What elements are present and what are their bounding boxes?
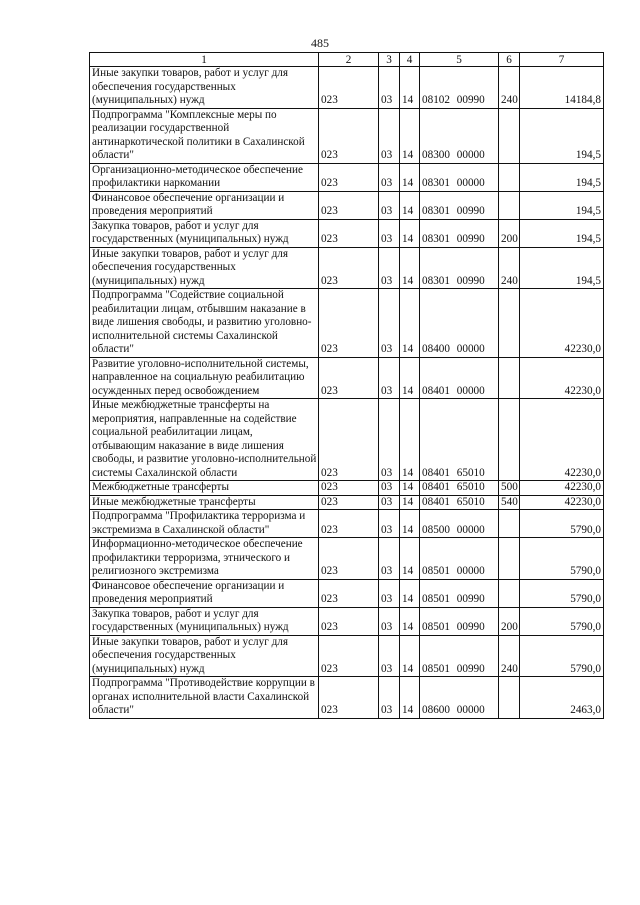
table-row bbox=[90, 579, 604, 607]
row-subsection-code: 14 bbox=[400, 247, 420, 289]
row-expense-type-code: 240 bbox=[499, 247, 520, 289]
row-target-code: 08501 00000 bbox=[420, 538, 499, 580]
row-amount: 194,5 bbox=[520, 247, 604, 289]
row-subsection-code: 14 bbox=[400, 579, 420, 607]
row-ministry-code: 023 bbox=[319, 247, 379, 289]
table-row bbox=[90, 247, 604, 289]
row-name: Межбюджетные трансферты bbox=[90, 481, 319, 496]
row-amount: 194,5 bbox=[520, 163, 604, 191]
row-target-code: 08501 00990 bbox=[420, 635, 499, 677]
row-expense-type-code bbox=[499, 677, 520, 719]
column-header-expense-type: 6 bbox=[499, 53, 520, 67]
row-name: Организационно-методическое обеспечение профилактики наркомании bbox=[90, 163, 319, 191]
row-amount: 42230,0 bbox=[520, 481, 604, 496]
table-row bbox=[90, 677, 604, 719]
row-target-code: 08600 00000 bbox=[420, 677, 499, 719]
row-subsection-code: 14 bbox=[400, 219, 420, 247]
table-row bbox=[90, 399, 604, 481]
row-subsection-code: 14 bbox=[400, 538, 420, 580]
row-section-code: 03 bbox=[379, 247, 400, 289]
row-name: Иные межбюджетные трансферты bbox=[90, 495, 319, 510]
row-name: Информационно-методическое обеспечение профилактики терроризма, этнического и религиозного экстремизма bbox=[90, 538, 319, 580]
column-header-section: 3 bbox=[379, 53, 400, 67]
row-target-code: 08301 00990 bbox=[420, 219, 499, 247]
row-amount: 194,5 bbox=[520, 108, 604, 163]
row-expense-type-code bbox=[499, 510, 520, 538]
row-name: Подпрограмма "Профилактика терроризма и экстремизма в Сахалинской области" bbox=[90, 510, 319, 538]
row-amount: 42230,0 bbox=[520, 289, 604, 358]
table-row bbox=[90, 495, 604, 510]
row-amount: 42230,0 bbox=[520, 357, 604, 399]
table-header-row bbox=[90, 53, 604, 67]
row-name: Иные закупки товаров, работ и услуг для обеспечения государственных (муниципальных) нужд bbox=[90, 67, 319, 109]
row-target-code: 08301 00000 bbox=[420, 163, 499, 191]
table-row bbox=[90, 191, 604, 219]
table-row bbox=[90, 163, 604, 191]
row-ministry-code: 023 bbox=[319, 635, 379, 677]
row-name: Закупка товаров, работ и услуг для государственных (муниципальных) нужд bbox=[90, 607, 319, 635]
row-subsection-code: 14 bbox=[400, 67, 420, 109]
row-ministry-code: 023 bbox=[319, 67, 379, 109]
row-section-code: 03 bbox=[379, 163, 400, 191]
row-section-code: 03 bbox=[379, 357, 400, 399]
row-subsection-code: 14 bbox=[400, 289, 420, 358]
row-ministry-code: 023 bbox=[319, 538, 379, 580]
row-name: Иные закупки товаров, работ и услуг для обеспечения государственных (муниципальных) нужд bbox=[90, 247, 319, 289]
row-name: Иные закупки товаров, работ и услуг для обеспечения государственных (муниципальных) нужд bbox=[90, 635, 319, 677]
row-section-code: 03 bbox=[379, 635, 400, 677]
row-subsection-code: 14 bbox=[400, 510, 420, 538]
row-expense-type-code: 240 bbox=[499, 635, 520, 677]
row-name: Развитие уголовно-исполнительной системы, направленное на социальную реабилитацию осужденных перед освобождением bbox=[90, 357, 319, 399]
row-expense-type-code bbox=[499, 357, 520, 399]
row-target-code: 08401 65010 bbox=[420, 495, 499, 510]
row-section-code: 03 bbox=[379, 510, 400, 538]
row-amount: 194,5 bbox=[520, 219, 604, 247]
row-target-code: 08400 00000 bbox=[420, 289, 499, 358]
row-amount: 14184,8 bbox=[520, 67, 604, 109]
row-name: Подпрограмма "Содействие социальной реабилитации лицам, отбывшим наказание в виде лишения свободы, и развитию уголовно-исполнительной системы Сахалинской области" bbox=[90, 289, 319, 358]
column-header-target: 5 bbox=[420, 53, 499, 67]
row-target-code: 08401 65010 bbox=[420, 481, 499, 496]
row-ministry-code: 023 bbox=[319, 219, 379, 247]
row-section-code: 03 bbox=[379, 67, 400, 109]
row-ministry-code: 023 bbox=[319, 191, 379, 219]
row-target-code: 08500 00000 bbox=[420, 510, 499, 538]
row-amount: 5790,0 bbox=[520, 579, 604, 607]
row-target-code: 08401 00000 bbox=[420, 357, 499, 399]
row-name: Иные межбюджетные трансферты на мероприятия, направленные на содействие социальной реабилитации лицам, отбывающим наказание в виде лишения свободы, и развитие уголовно-исполнительной системы Сахалинской области bbox=[90, 399, 319, 481]
row-ministry-code: 023 bbox=[319, 357, 379, 399]
row-target-code: 08401 65010 bbox=[420, 399, 499, 481]
row-expense-type-code bbox=[499, 163, 520, 191]
row-target-code: 08300 00000 bbox=[420, 108, 499, 163]
row-amount: 5790,0 bbox=[520, 635, 604, 677]
row-expense-type-code bbox=[499, 538, 520, 580]
row-target-code: 08301 00990 bbox=[420, 191, 499, 219]
row-amount: 5790,0 bbox=[520, 538, 604, 580]
row-target-code: 08102 00990 bbox=[420, 67, 499, 109]
row-section-code: 03 bbox=[379, 481, 400, 496]
row-expense-type-code: 500 bbox=[499, 481, 520, 496]
row-ministry-code: 023 bbox=[319, 108, 379, 163]
column-header-amount: 7 bbox=[520, 53, 604, 67]
row-name: Подпрограмма "Комплексные меры по реализации государственной антинаркотической политики в Сахалинской области" bbox=[90, 108, 319, 163]
row-target-code: 08501 00990 bbox=[420, 607, 499, 635]
row-section-code: 03 bbox=[379, 219, 400, 247]
row-expense-type-code: 200 bbox=[499, 607, 520, 635]
row-ministry-code: 023 bbox=[319, 579, 379, 607]
row-subsection-code: 14 bbox=[400, 357, 420, 399]
row-amount: 42230,0 bbox=[520, 399, 604, 481]
table-row bbox=[90, 538, 604, 580]
table-row bbox=[90, 219, 604, 247]
row-section-code: 03 bbox=[379, 399, 400, 481]
row-subsection-code: 14 bbox=[400, 677, 420, 719]
row-subsection-code: 14 bbox=[400, 607, 420, 635]
row-expense-type-code bbox=[499, 191, 520, 219]
column-header-subsection: 4 bbox=[400, 53, 420, 67]
row-subsection-code: 14 bbox=[400, 163, 420, 191]
column-header-ministry: 2 bbox=[319, 53, 379, 67]
row-subsection-code: 14 bbox=[400, 108, 420, 163]
row-amount: 2463,0 bbox=[520, 677, 604, 719]
row-name: Подпрограмма "Противодействие коррупции в органах исполнительной власти Сахалинской области" bbox=[90, 677, 319, 719]
row-target-code: 08301 00990 bbox=[420, 247, 499, 289]
row-expense-type-code: 200 bbox=[499, 219, 520, 247]
row-amount: 194,5 bbox=[520, 191, 604, 219]
row-ministry-code: 023 bbox=[319, 607, 379, 635]
row-name: Финансовое обеспечение организации и проведения мероприятий bbox=[90, 579, 319, 607]
row-name: Закупка товаров, работ и услуг для государственных (муниципальных) нужд bbox=[90, 219, 319, 247]
row-target-code: 08501 00990 bbox=[420, 579, 499, 607]
row-expense-type-code bbox=[499, 289, 520, 358]
row-section-code: 03 bbox=[379, 108, 400, 163]
table-row bbox=[90, 607, 604, 635]
row-section-code: 03 bbox=[379, 495, 400, 510]
row-name: Финансовое обеспечение организации и проведения мероприятий bbox=[90, 191, 319, 219]
row-section-code: 03 bbox=[379, 289, 400, 358]
row-expense-type-code bbox=[499, 399, 520, 481]
row-section-code: 03 bbox=[379, 538, 400, 580]
row-ministry-code: 023 bbox=[319, 289, 379, 358]
budget-table bbox=[89, 52, 604, 719]
row-subsection-code: 14 bbox=[400, 495, 420, 510]
row-ministry-code: 023 bbox=[319, 481, 379, 496]
row-subsection-code: 14 bbox=[400, 481, 420, 496]
row-amount: 5790,0 bbox=[520, 510, 604, 538]
row-expense-type-code: 540 bbox=[499, 495, 520, 510]
table-row bbox=[90, 67, 604, 109]
row-subsection-code: 14 bbox=[400, 191, 420, 219]
row-section-code: 03 bbox=[379, 607, 400, 635]
table-row bbox=[90, 635, 604, 677]
row-expense-type-code bbox=[499, 108, 520, 163]
row-section-code: 03 bbox=[379, 579, 400, 607]
row-ministry-code: 023 bbox=[319, 399, 379, 481]
table-row bbox=[90, 108, 604, 163]
row-ministry-code: 023 bbox=[319, 163, 379, 191]
row-subsection-code: 14 bbox=[400, 635, 420, 677]
row-expense-type-code: 240 bbox=[499, 67, 520, 109]
row-subsection-code: 14 bbox=[400, 399, 420, 481]
row-expense-type-code bbox=[499, 579, 520, 607]
table-row bbox=[90, 357, 604, 399]
table-row bbox=[90, 481, 604, 496]
row-amount: 42230,0 bbox=[520, 495, 604, 510]
row-section-code: 03 bbox=[379, 677, 400, 719]
table-row bbox=[90, 510, 604, 538]
column-header-name: 1 bbox=[90, 53, 319, 67]
row-section-code: 03 bbox=[379, 191, 400, 219]
page-number: 485 bbox=[311, 36, 329, 50]
table-row bbox=[90, 289, 604, 358]
row-ministry-code: 023 bbox=[319, 510, 379, 538]
row-ministry-code: 023 bbox=[319, 495, 379, 510]
row-amount: 5790,0 bbox=[520, 607, 604, 635]
row-ministry-code: 023 bbox=[319, 677, 379, 719]
